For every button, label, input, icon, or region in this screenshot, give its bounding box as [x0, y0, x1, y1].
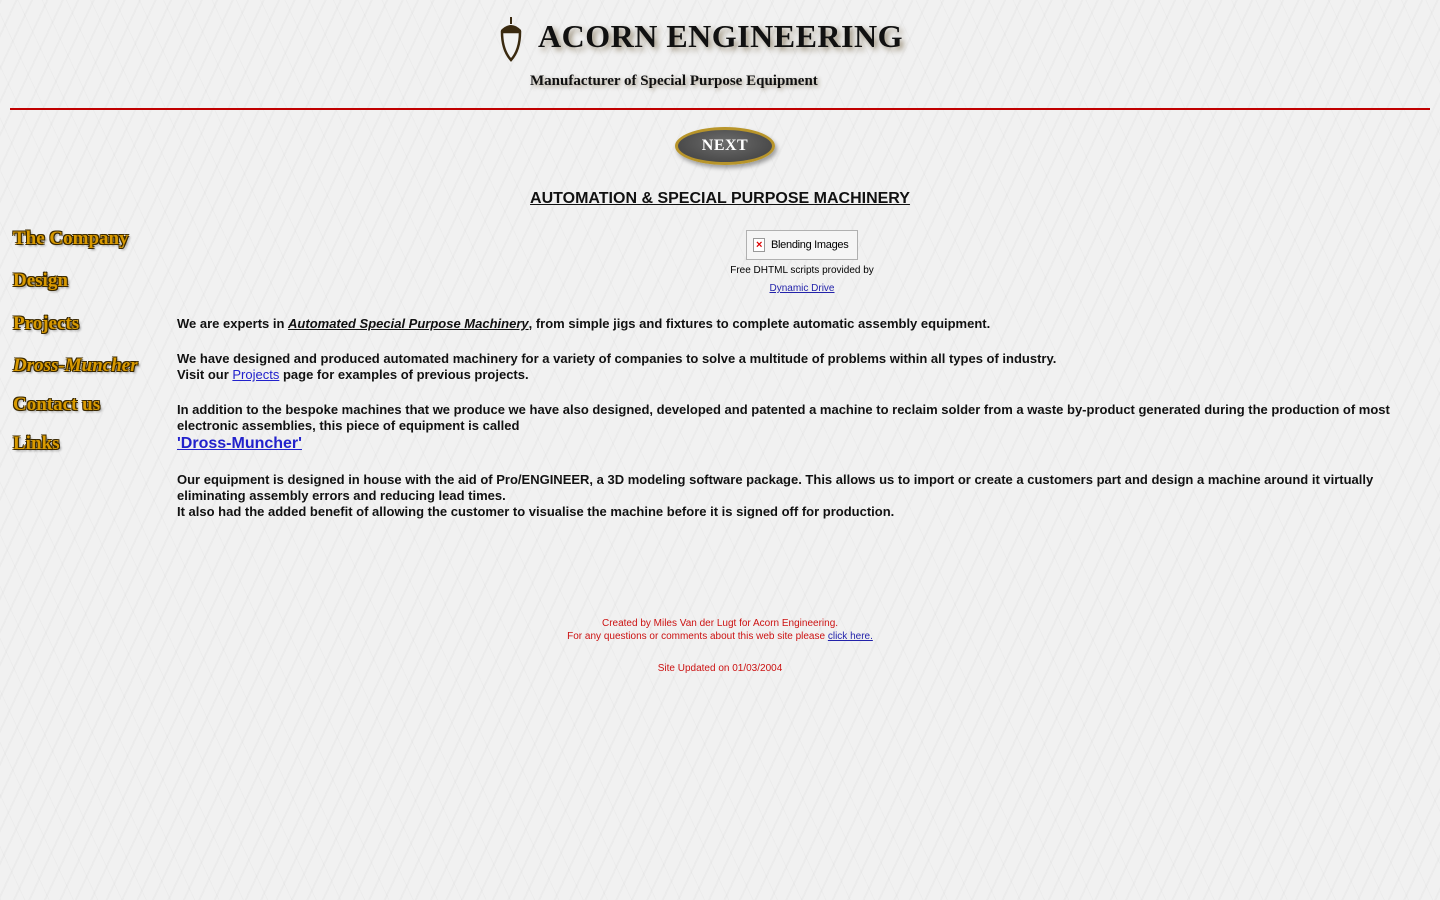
dhtml-credit: Free DHTML scripts provided by: [730, 265, 874, 276]
paragraph-proengineer: [177, 472, 1432, 520]
text: Visit our: [177, 367, 233, 382]
text: Our equipment is designed in house with the aid of Pro/ENGINEER, a 3D modeling software package. This allows us to import or create a customers part and design a machine around it virtually eliminating assembly errors and reducing lead times.: [177, 472, 1374, 503]
text: , from simple jigs and fixtures to complete automatic assembly equipment.: [528, 316, 991, 331]
contact-click-here-link[interactable]: click here.: [827, 631, 873, 642]
dynamic-drive-link-wrap: [700, 283, 904, 294]
footer-credit: Created by Miles Van der Lugt for Acorn Engineering.: [601, 618, 839, 629]
automated-machinery-emphasis: Automated Special Purpose Machinery: [288, 316, 529, 331]
nav-the-company[interactable]: The Company: [13, 228, 129, 249]
slideshow-image: [746, 230, 858, 260]
dross-muncher-link[interactable]: 'Dross-Muncher': [177, 435, 302, 452]
text: We are experts in: [177, 316, 289, 331]
broken-image-icon: ×: [753, 238, 765, 252]
header-divider: [10, 108, 1430, 110]
nav-contact-us[interactable]: Contact us: [13, 394, 101, 415]
footer-contact: [0, 631, 1440, 642]
text: In addition to the bespoke machines that we produce we have also designed, developed and patented a machine to reclaim solder from a waste by-product generated during the production of most electronic assemblies, this piece of equipment is called: [177, 402, 1390, 433]
acorn-icon: [496, 16, 526, 62]
logo-text: ACORN ENGINEERING: [538, 18, 903, 54]
nav-dross-muncher[interactable]: Dross-Muncher: [13, 355, 138, 376]
text: page for examples of previous projects.: [279, 367, 529, 382]
dynamic-drive-link[interactable]: Dynamic Drive: [769, 283, 835, 294]
next-button[interactable]: NEXT: [675, 127, 775, 165]
projects-link[interactable]: Projects: [232, 367, 280, 382]
nav-links[interactable]: Links: [13, 433, 60, 454]
page-title: AUTOMATION & SPECIAL PURPOSE MACHINERY: [530, 190, 910, 207]
text: We have designed and produced automated machinery for a variety of companies to solve a multitude of problems within all types of industry.: [177, 351, 1057, 366]
paragraph-expertise: [177, 316, 990, 332]
nav-design[interactable]: Design: [13, 270, 68, 291]
slideshow-alt-text: Blending Images: [771, 239, 849, 251]
footer-updated: Site Updated on 01/03/2004: [657, 663, 783, 674]
paragraph-designs: [177, 351, 1056, 383]
nav-projects[interactable]: Projects: [13, 313, 80, 334]
text: It also had the added benefit of allowing the customer to visualise the machine before it is signed off for production.: [177, 504, 895, 519]
text: For any questions or comments about this web site please: [567, 631, 828, 642]
paragraph-dross: [177, 402, 1432, 452]
tagline: Manufacturer of Special Purpose Equipment: [530, 73, 818, 89]
site-logo: [496, 14, 946, 64]
